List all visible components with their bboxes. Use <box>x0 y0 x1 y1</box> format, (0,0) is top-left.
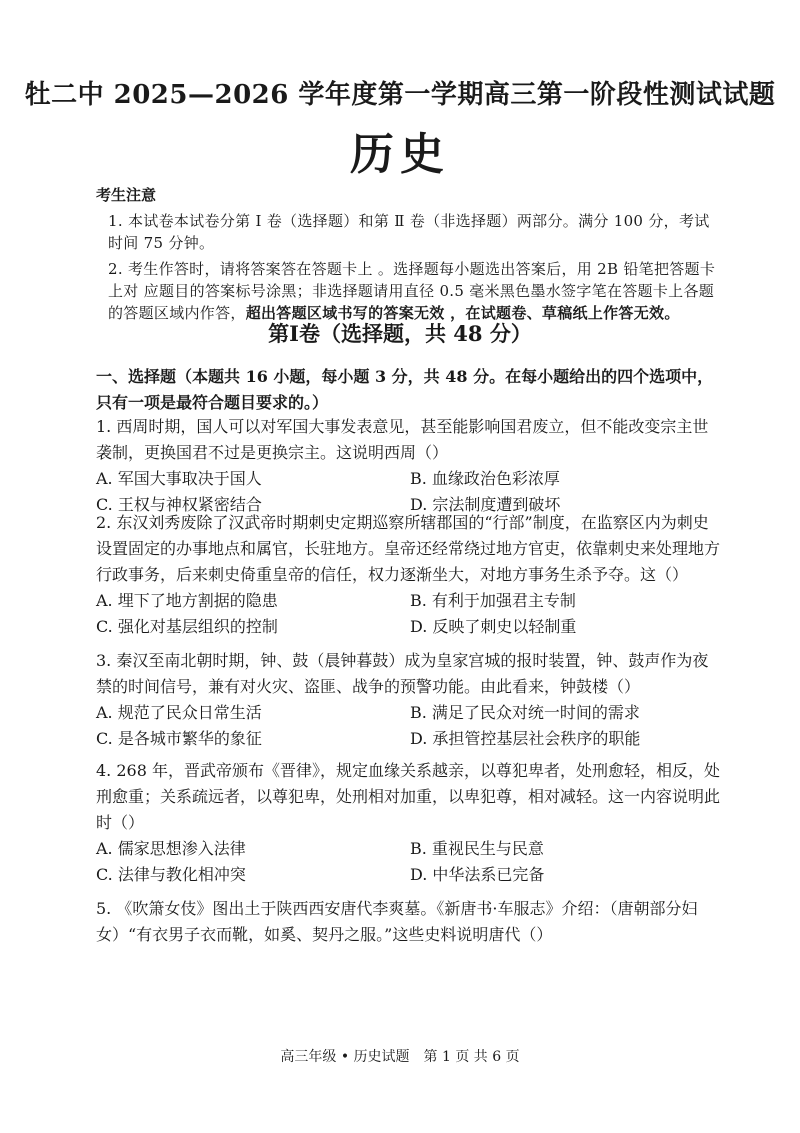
page-footer: 高三年级 • 历史试题 第 1 页 共 6 页 <box>280 1049 520 1065</box>
notice-item-2-bold: 超出答题区域书写的答案无效 ，在试题卷、草稿纸上作答无效。 <box>245 304 680 322</box>
option-a: A. 埋下了地方割据的隐患 <box>96 591 278 610</box>
option-list <box>96 588 724 640</box>
question-5 <box>96 896 724 948</box>
notice-item-2-prefix: 2. 考生作答时，请将答案答在答题卡上 。选择题每小题选出答案后，用 2B 铅笔把答题卡上对 应题目的答案标号涂黑；非选择题请用直径 0.5 毫米黑色墨水签字笔在答题卡上各题的答题区域内作答， <box>108 260 716 322</box>
exam-title: 牡二中 2025—2026 学年度第一学期高三第一阶段性测试试题 <box>24 80 776 110</box>
notice-item-1-text: 1. 本试卷本试卷分第 Ⅰ 卷（选择题）和第 Ⅱ 卷（非选择题）两部分。满分 100 分，考试时间 75 分钟。 <box>108 212 710 252</box>
option-a: A. 军国大事取决于国人 <box>96 469 262 488</box>
option-a: A. 规范了民众日常生活 <box>96 703 262 722</box>
option-list <box>96 700 724 752</box>
section-instruction: 一、选择题（本题共 16 小题，每小题 3 分，共 48 分。在每小题给出的四个选项中，只有一项是最符合题目要求的。） <box>96 367 714 412</box>
question-4 <box>96 758 724 888</box>
option-a: A. 儒家思想渗入法律 <box>96 839 246 858</box>
subject-title: 历史 <box>350 129 450 180</box>
option-b: B. 血缘政治色彩浓厚 <box>410 469 560 488</box>
section-title: 第Ⅰ卷（选择题，共 48 分） <box>268 321 532 346</box>
question-1 <box>96 414 724 518</box>
notice-heading: 考生注意 <box>96 186 157 204</box>
question-stem: 2. 东汉刘秀废除了汉武帝时期刺史定期巡察所辖郡国的“行部”制度，在监察区内为刺史设置固定的办事地点和属官，长驻地方。皇帝还经常绕过地方官吏，依靠刺史来处理地方行政事务，后来刺史倚重皇帝的信任，权力逐渐坐大，对地方事务生杀予夺。这（） <box>96 513 721 584</box>
notice-item-2-text <box>108 258 720 324</box>
question-2 <box>96 510 724 640</box>
option-b: B. 满足了民众对统一时间的需求 <box>410 703 640 722</box>
question-3 <box>96 648 724 752</box>
option-b: B. 有利于加强君主专制 <box>410 591 576 610</box>
notice-item-1 <box>108 210 720 254</box>
question-stem: 1. 西周时期，国人可以对军国大事发表意见，甚至能影响国君废立，但不能改变宗主世袭制，更换国君不过是更换宗主。这说明西周（） <box>96 417 709 462</box>
option-c: C. 是各城市繁华的象征 <box>96 729 262 748</box>
option-d: D. 中华法系已完备 <box>410 865 545 884</box>
option-d: D. 承担管控基层社会秩序的职能 <box>410 729 641 748</box>
option-b: B. 重视民生与民意 <box>410 839 544 858</box>
option-list <box>96 836 724 888</box>
question-stem: 3. 秦汉至南北朝时期，钟、鼓（晨钟暮鼓）成为皇家宫城的报时装置，钟、鼓声作为夜禁的时间信号，兼有对火灾、盗匪、战争的预警功能。由此看来，钟鼓楼（） <box>96 651 709 696</box>
question-stem: 4. 268 年，晋武帝颁布《晋律》，规定血缘关系越亲，以尊犯卑者，处刑愈轻，相反，处刑愈重；关系疏远者，以尊犯卑，处刑相对加重，以卑犯尊，相对减轻。这一内容说明此时（） <box>96 761 721 832</box>
notice-item-2 <box>108 258 720 324</box>
option-c: C. 强化对基层组织的控制 <box>96 617 278 636</box>
option-c: C. 王权与神权紧密结合 <box>96 495 262 514</box>
option-c: C. 法律与教化相冲突 <box>96 865 246 884</box>
question-stem: 5. 《吹箫女伎》图出土于陕西西安唐代李爽墓。《新唐书·车服志》介绍：（唐朝部分妇女）“有衣男子衣而靴，如奚、契丹之服。”这些史料说明唐代（） <box>96 899 698 944</box>
option-d: D. 宗法制度遭到破坏 <box>410 495 561 514</box>
option-d: D. 反映了刺史以轻制重 <box>410 617 577 636</box>
